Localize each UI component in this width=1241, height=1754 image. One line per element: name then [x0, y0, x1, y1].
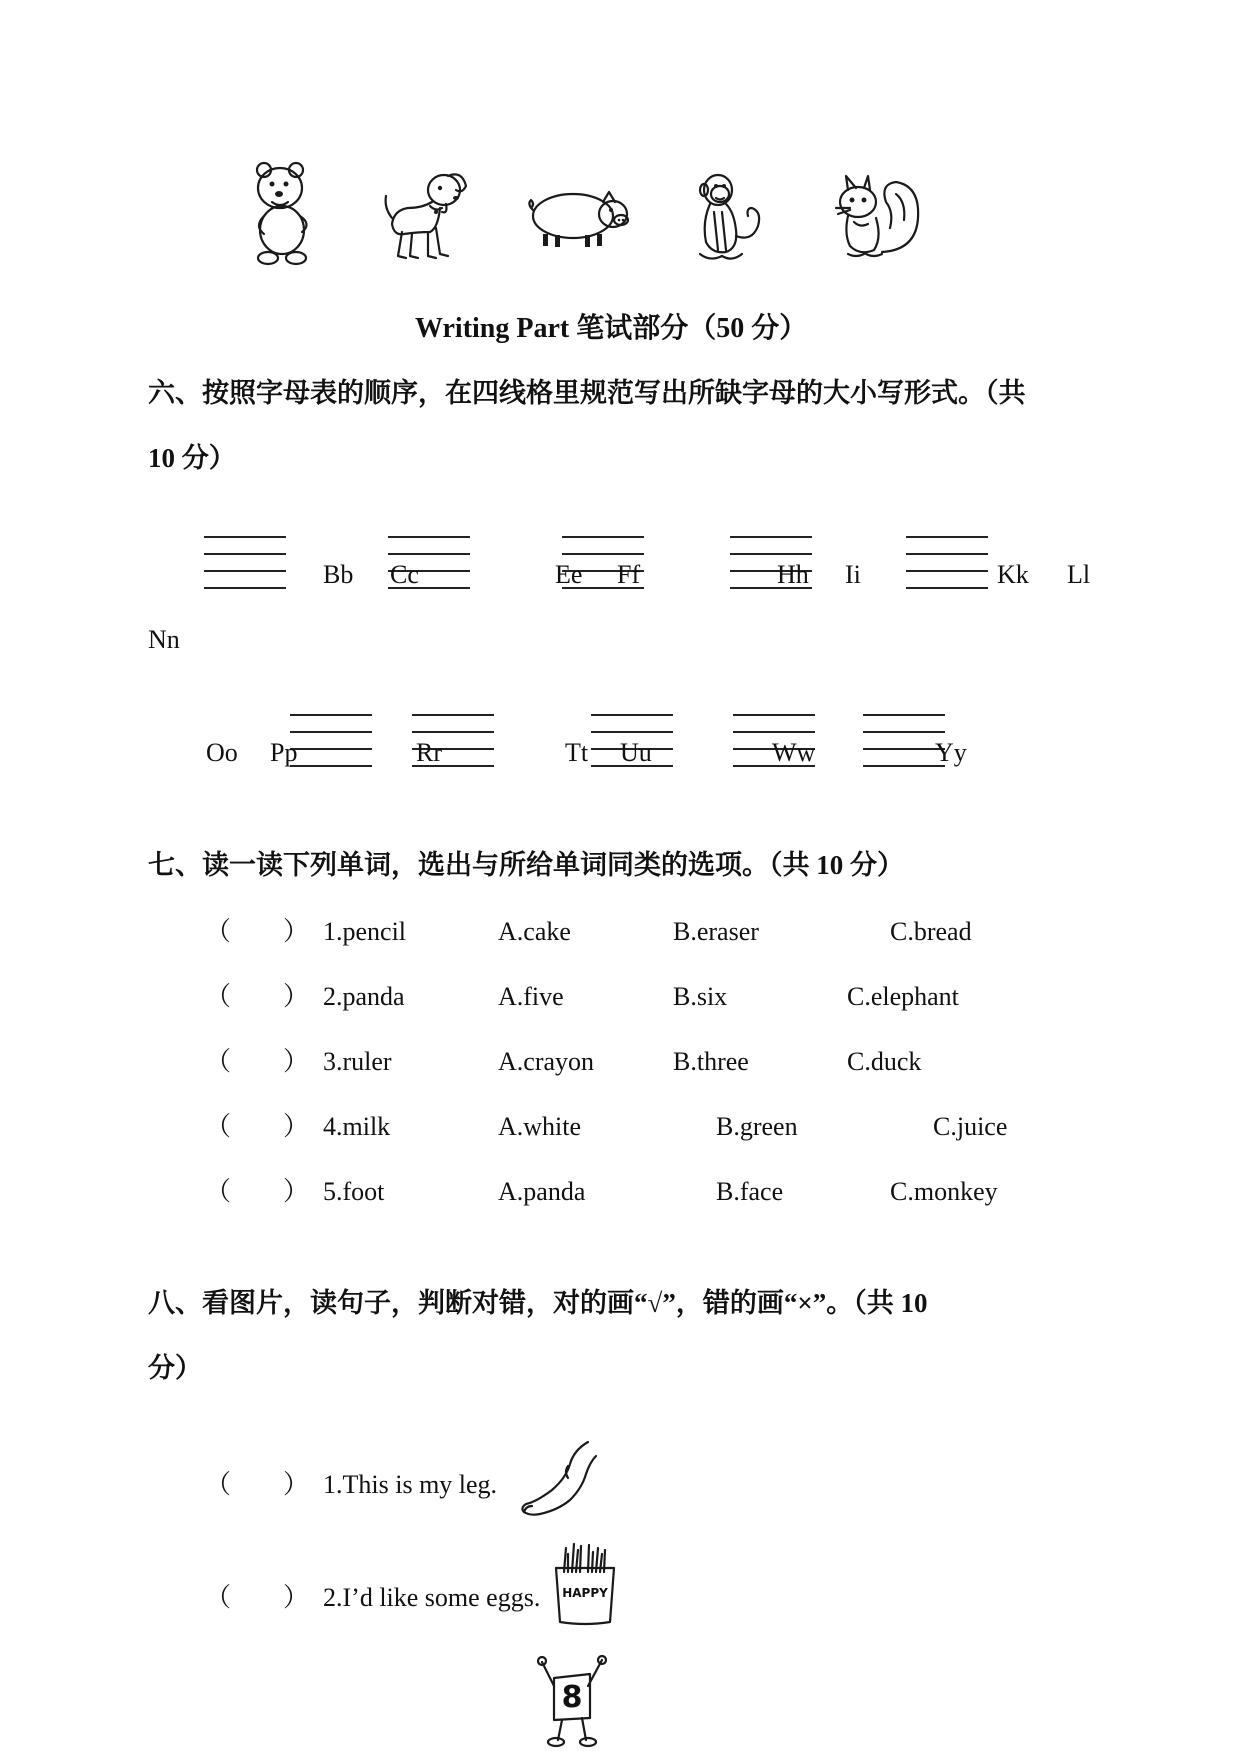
option-c: C.duck [847, 1047, 922, 1076]
letter-pair: Ff [617, 560, 641, 589]
answer-blank[interactable]: （ ） [205, 982, 310, 1011]
option-a: A.cake [498, 917, 571, 946]
monkey-icon [692, 172, 777, 262]
letter-pair: Pp [270, 738, 298, 767]
four-line-grid[interactable] [290, 714, 372, 766]
letter-pair: Bb [323, 560, 354, 589]
option-c: C.monkey [890, 1177, 998, 1206]
judge-sentence: 1.This is my leg. [323, 1470, 498, 1499]
letter-pair: Ee [555, 560, 583, 589]
letter-pair: Ww [772, 738, 816, 767]
letter-pair: Cc [390, 560, 419, 589]
four-line-grid[interactable] [906, 536, 988, 588]
bear-icon [250, 160, 320, 270]
letter-pair: Hh [777, 560, 809, 589]
letter-pair: Nn [148, 625, 180, 654]
letter-pair: Kk [997, 560, 1029, 589]
option-b: B.six [673, 982, 728, 1011]
judge-sentence: 2.I’d like some eggs. [323, 1583, 541, 1612]
pig-icon [525, 180, 630, 250]
option-b: B.three [673, 1047, 749, 1076]
letter-pair: Ii [845, 560, 861, 589]
squirrel-icon [832, 172, 922, 262]
letter-pair: Yy [935, 738, 967, 767]
letter-pair: Rr [416, 738, 442, 767]
four-line-grid[interactable] [204, 536, 286, 588]
section8-heading-line1: 八、看图片，读句子，判断对错，对的画“√”，错的画“×”。（共 10 [148, 1288, 928, 1318]
letter-pair: Tt [565, 738, 589, 767]
answer-blank[interactable]: （ ） [205, 1047, 310, 1076]
page-title: Writing Part 笔试部分（50 分） [415, 313, 808, 344]
option-b: B.face [716, 1177, 784, 1206]
child-holding-card-icon [536, 1656, 608, 1748]
card-number: 8 [561, 1680, 583, 1715]
letter-pair: Uu [620, 738, 652, 767]
option-a: A.five [498, 982, 564, 1011]
answer-blank[interactable]: （ ） [205, 1112, 310, 1141]
answer-blank[interactable]: （ ） [205, 1470, 310, 1499]
letter-pair: Oo [206, 738, 238, 767]
option-c: C.bread [890, 917, 972, 946]
section6-heading-line2: 10 分） [148, 443, 236, 473]
foot-icon [518, 1440, 598, 1518]
answer-blank[interactable]: （ ） [205, 917, 310, 946]
section8-heading-line2: 分） [148, 1353, 202, 1383]
option-b: B.green [716, 1112, 798, 1141]
question-word: 5.foot [323, 1177, 385, 1206]
option-c: C.juice [933, 1112, 1008, 1141]
option-a: A.panda [498, 1177, 586, 1206]
four-line-grid[interactable] [863, 714, 945, 766]
answer-blank[interactable]: （ ） [205, 1583, 310, 1612]
option-c: C.elephant [847, 982, 959, 1011]
fries-label: HAPPY [562, 1586, 608, 1600]
option-a: A.white [498, 1112, 582, 1141]
option-b: B.eraser [673, 917, 759, 946]
question-word: 1.pencil [323, 917, 407, 946]
fries-icon [552, 1542, 618, 1627]
letter-pair: Ll [1067, 560, 1091, 589]
dog-icon [382, 168, 470, 263]
answer-blank[interactable]: （ ） [205, 1177, 310, 1206]
question-word: 2.panda [323, 982, 405, 1011]
option-a: A.crayon [498, 1047, 595, 1076]
question-word: 3.ruler [323, 1047, 392, 1076]
question-word: 4.milk [323, 1112, 391, 1141]
section6-heading-line1: 六、按照字母表的顺序，在四线格里规范写出所缺字母的大小写形式。（共 [148, 378, 1026, 408]
section7-heading: 七、读一读下列单词，选出与所给单词同类的选项。（共 10 分） [148, 850, 904, 880]
